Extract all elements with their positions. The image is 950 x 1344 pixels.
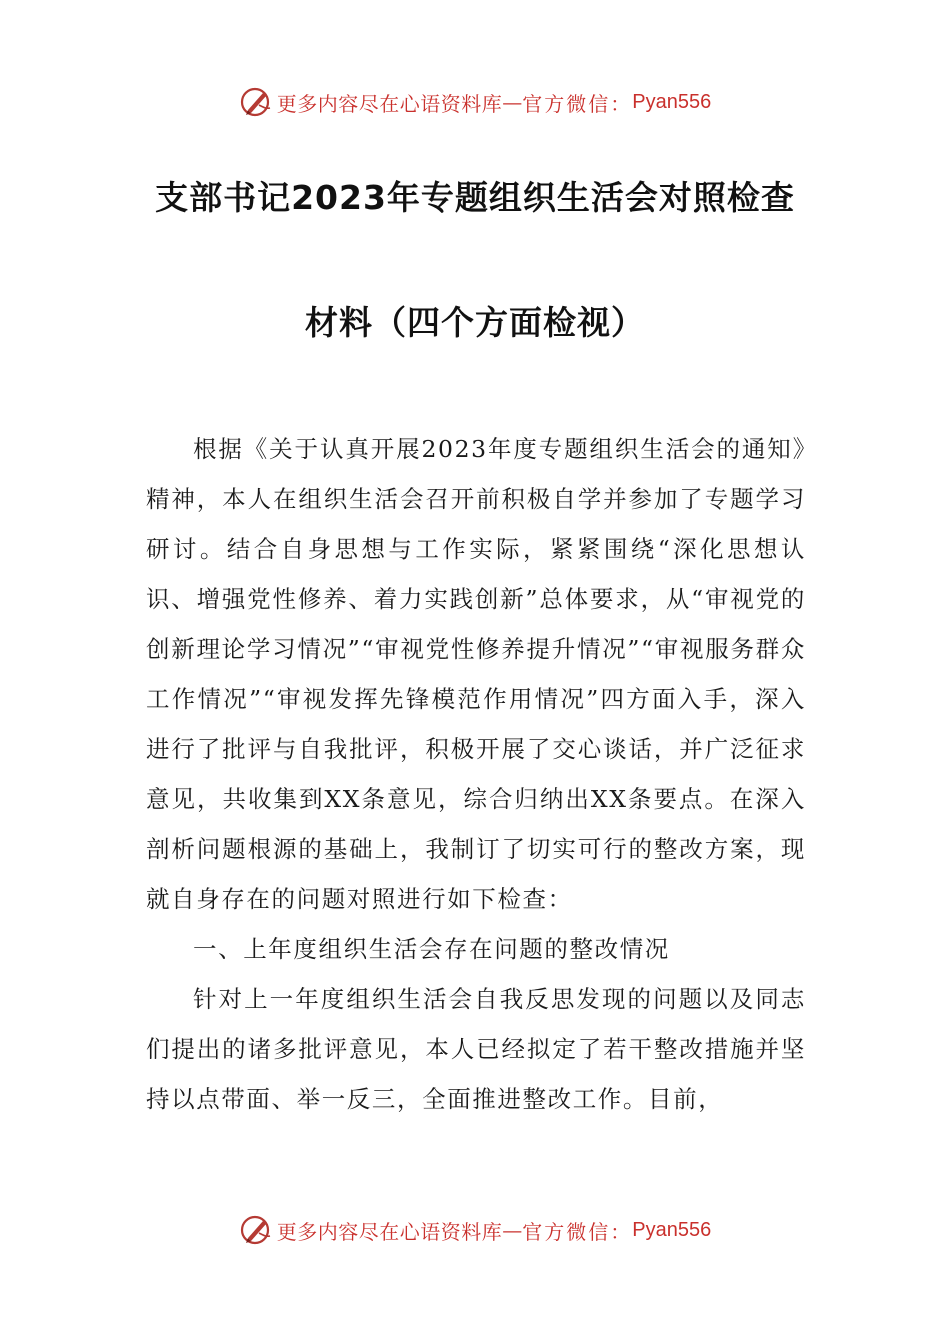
banner-wechat-id: Pyan556 <box>632 1218 712 1241</box>
banner-wechat-label: 官方微信： <box>522 1219 633 1244</box>
banner-separator: — <box>502 1218 523 1242</box>
document-title-line2: 材料（四个方面检视） <box>305 303 645 342</box>
footer-banner <box>0 1210 950 1250</box>
pen-circle-logo-icon <box>239 1213 273 1247</box>
banner-text: 更多内容尽在心语资料库 <box>276 1219 503 1244</box>
header-banner <box>0 82 950 122</box>
banner-wechat-label: 官方微信： <box>522 91 633 116</box>
banner-separator: — <box>502 90 523 114</box>
document-title-line1: 支部书记2023年专题组织生活会对照检查 <box>155 178 795 217</box>
banner-text: 更多内容尽在心语资料库 <box>276 91 503 116</box>
pen-circle-logo-icon <box>239 85 273 119</box>
section1-heading: 一、上年度组织生活会存在问题的整改情况 <box>193 935 670 963</box>
intro-paragraph: 根据《关于认真开展2023年度专题组织生活会的通知》精神，本人在组织生活会召开前积极自学并参加了专题学习研讨。结合自身思想与工作实际，紧紧围绕“深化思想认识、增强党性修养、着力实践创新”总体要求，从“审视党的创新理论学习情况”“审视党性修养提升情况”“审视服务群众工作情况”“审视发挥先锋模范作用情况”四方面入手，深入进行了批评与自我批评，积极开展了交心谈话，并广泛征求意见，共收集到XX条意见，综合归纳出XX条要点。在深入剖析问题根源的基础上，我制订了切实可行的整改方案，现就自身存在的问题对照进行如下检查： <box>146 435 806 913</box>
document-body <box>146 424 806 1124</box>
section1-paragraph: 针对上一年度组织生活会自我反思发现的问题以及同志们提出的诸多批评意见，本人已经拟定了若干整改措施并坚持以点带面、举一反三，全面推进整改工作。目前， <box>146 985 806 1113</box>
banner-wechat-id: Pyan556 <box>632 90 712 113</box>
